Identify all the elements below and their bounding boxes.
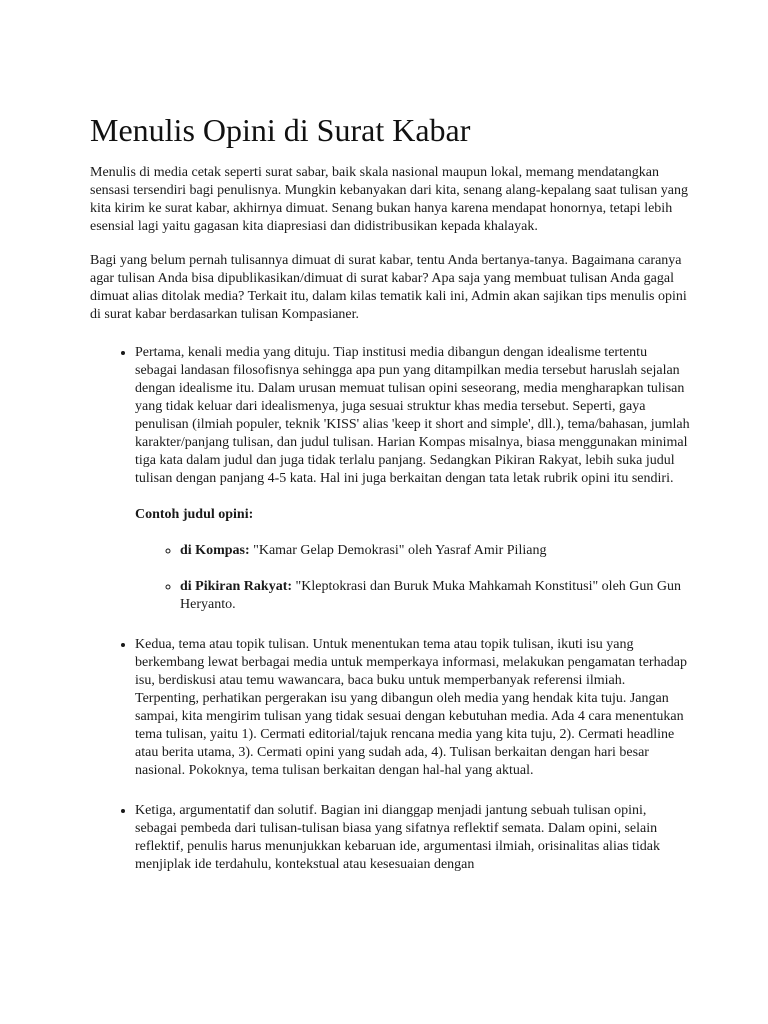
example-label: di Pikiran Rakyat: xyxy=(180,579,293,594)
tip-text: Ketiga, argumentatif dan solutif. Bagian ini dianggap menjadi jantung sebuah tulisan opini, sebagai pembeda dari tulisan-tulisan biasa yang sifatnya reflektif semata. Dalam opini, selain reflektif, penulis harus menunjukkan kebaruan ide, argumentasi ilmiah, orisinalitas alias tidak menjiplak ide terdahulu, kontekstual atau kesesuaian dengan xyxy=(135,803,660,872)
tip-text: Kedua, tema atau topik tulisan. Untuk menentukan tema atau topik tulisan, ikuti isu yang berkembang lewat berbagai media untuk memperkaya informasi, melakukan pengamatan terhadap isu, berdiskusi atau temu wawancara, baca buku untuk memperbanyak referensi ilmiah. Terpenting, perhatikan pergerakan isu yang dibangun oleh media yang hendak kita tuju. Jangan sampai, kita mengirim tulisan yang tidak sesuai dengan kebutuhan media. Ada 4 cara menentukan tema tulisan, yaitu 1). Cermati editorial/tajuk rencana media yang kita tuju, 2). Cermati headline atau berita utama, 3). Cermati opini yang sudah ada, 4). Tulisan berkaitan dengan hari besar nasional. Pokoknya, tema tulisan berkaitan dengan hal-hal yang aktual. xyxy=(135,637,688,778)
list-item xyxy=(135,636,690,780)
example-label: di Kompas: xyxy=(180,543,250,558)
page-title: Menulis Opini di Surat Kabar xyxy=(90,112,471,148)
list-item xyxy=(180,542,690,560)
examples-heading: Contoh judul opini: xyxy=(135,507,254,522)
list-item xyxy=(135,344,690,614)
article-body xyxy=(90,164,690,896)
examples-list xyxy=(135,542,690,614)
tips-list xyxy=(90,344,690,874)
list-item xyxy=(135,802,690,874)
intro-paragraph: Bagi yang belum pernah tulisannya dimuat di surat kabar, tentu Anda bertanya-tanya. Bagaimana caranya agar tulisan Anda bisa dipublikasikan/dimuat di surat kabar? Apa saja yang membuat tulisan Anda gagal dimuat alias ditolak media? Terkait itu, dalam kilas tematik kali ini, Admin akan sajikan tips menulis opini di surat kabar berdasarkan tulisan Kompasianer. xyxy=(90,253,687,322)
example-text: "Kamar Gelap Demokrasi" oleh Yasraf Amir Piliang xyxy=(249,543,547,558)
list-item xyxy=(180,578,690,614)
tip-text: Pertama, kenali media yang dituju. Tiap institusi media dibangun dengan idealisme tertentu sebagai landasan filosofisnya sehingga apa pun yang ditampilkan media tersebut haruslah sejalan dengan idealisme itu. Dalam urusan memuat tulisan opini seseorang, media mengharapkan tulisan yang tidak keluar dari idealismenya, juga sesuai struktur khas media tersebut. Seperti, gaya penulisan (ilmiah populer, teknik 'KISS' alias 'keep it short and simple', dll.), tema/bahasan, jumlah karakter/panjang tulisan, dan judul tulisan. Harian Kompas misalnya, biasa menggunakan minimal tiga kata dalam judul dan juga tidak terlalu panjang. Sedangkan Pikiran Rakyat, lebih suka judul tulisan dengan panjang 4-5 kata. Hal ini juga berkaitan dengan tata letak rubrik opini itu sendiri. xyxy=(135,345,690,486)
example-text: "Kleptokrasi dan Buruk Muka Mahkamah Konstitusi" oleh Gun Gun Heryanto. xyxy=(180,579,682,612)
intro-paragraph: Menulis di media cetak seperti surat sabar, baik skala nasional maupun lokal, memang mendatangkan sensasi tersendiri bagi penulisnya. Mungkin kebanyakan dari kita, senang alang-kepalang saat tulisan yang kita kirim ke surat kabar, akhirnya dimuat. Senang bukan hanya karena mendapat honornya, tetapi lebih esensial lagi yaitu gagasan kita diapresiasi dan didistribusikan kepada khalayak. xyxy=(90,165,688,234)
